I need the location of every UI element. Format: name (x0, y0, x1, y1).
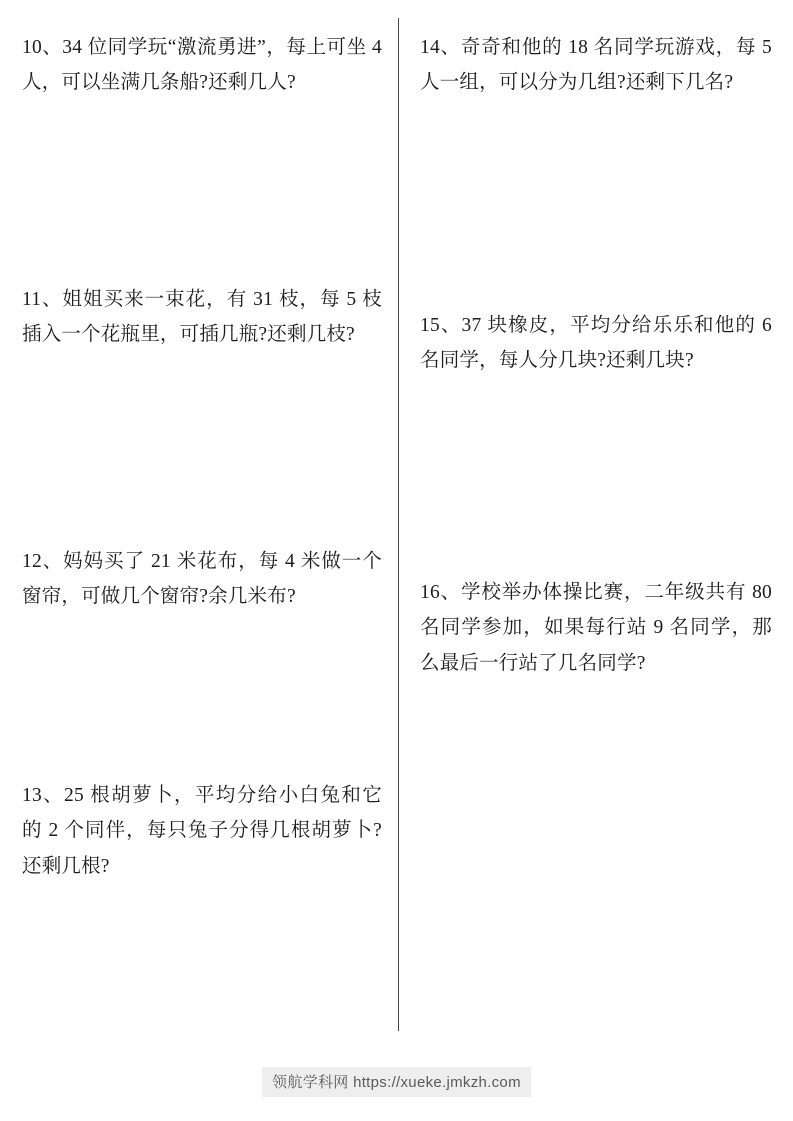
problem-item: 10、34 位同学玩“激流勇进”，每上可坐 4 人，可以坐满几条船?还剩几人? (22, 37, 382, 94)
problem-item: 11、姐姐买来一束花，有 31 枝，每 5 枝插入一个花瓶里，可插几瓶?还剩几枝? (22, 289, 382, 346)
footer (0, 1067, 793, 1097)
problem-item: 13、25 根胡萝卜，平均分给小白兔和它的 2 个同伴，每只兔子分得几根胡萝卜?还剩几根? (22, 785, 382, 877)
column-divider (398, 18, 399, 1031)
watermark-text: 领航学科网 https://xueke.jmkzh.com (262, 1067, 531, 1097)
problem-item: 12、妈妈买了 21 米花布，每 4 米做一个窗帘，可做几个窗帘?余几米布? (22, 551, 382, 608)
problem-item: 14、奇奇和他的 18 名同学玩游戏，每 5 人一组，可以分为几组?还剩下几名? (420, 37, 772, 94)
problem-item: 16、学校举办体操比赛，二年级共有 80 名同学参加，如果每行站 9 名同学，那么最后一行站了几名同学? (420, 582, 772, 674)
problem-item: 15、37 块橡皮，平均分给乐乐和他的 6 名同学，每人分几块?还剩几块? (420, 315, 772, 372)
